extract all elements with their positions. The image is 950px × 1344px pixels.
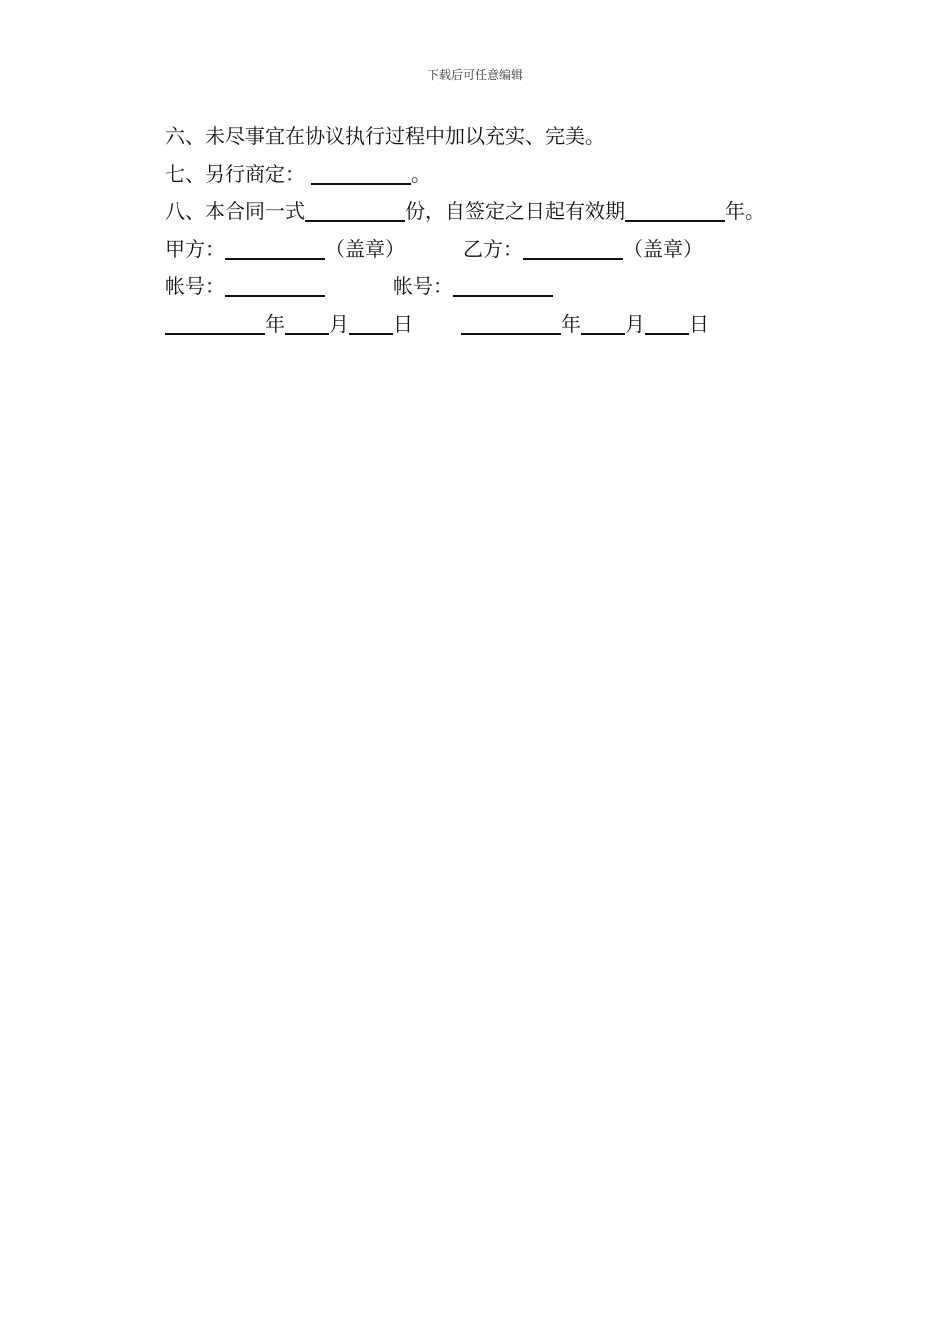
date-row [165,306,845,344]
clause-eight-suffix: 年。 [725,199,765,223]
party-a-blank[interactable] [225,258,325,260]
party-a-account-blank[interactable] [225,295,325,297]
page-header: 下载后可任意编辑 [426,68,523,82]
party-a-account-label: 帐号： [165,274,225,298]
party-b-day-label: 日 [689,311,709,336]
clause-seven-suffix: 。 [411,161,431,186]
party-b-group [463,231,703,269]
party-b-year-blank[interactable] [461,333,561,335]
party-b-label: 乙方： [463,236,523,261]
clause-seven [165,156,845,194]
party-b-date-group [461,306,709,344]
party-b-account-blank[interactable] [453,295,553,297]
contract-body [165,118,845,343]
party-signature-row [165,231,845,269]
party-b-account-group [393,268,553,306]
clause-eight-prefix: 八、本合同一式 [165,199,305,223]
party-b-seal-note: （盖章） [623,236,703,261]
clause-eight-middle: 份，自签定之日起有效期 [405,199,625,223]
party-b-month-blank[interactable] [581,333,625,335]
clause-six [165,118,845,156]
party-a-year-label: 年 [265,311,285,336]
party-b-account-label: 帐号： [393,274,453,298]
party-a-day-blank[interactable] [349,333,393,335]
party-a-month-blank[interactable] [285,333,329,335]
party-a-seal-note: （盖章） [325,236,405,261]
clause-six-text: 六、未尽事宜在协议执行过程中加以充实、完美。 [165,124,605,148]
party-a-year-blank[interactable] [165,333,265,335]
party-b-day-blank[interactable] [645,333,689,335]
party-b-blank[interactable] [523,258,623,260]
copies-blank[interactable] [305,220,405,222]
party-a-month-label: 月 [329,311,349,336]
party-b-month-label: 月 [625,311,645,336]
clause-seven-prefix: 七、另行商定： [165,161,305,186]
account-row [165,268,845,306]
validity-years-blank[interactable] [625,220,725,222]
other-terms-blank[interactable] [311,183,411,185]
clause-eight [165,193,845,231]
party-a-day-label: 日 [393,311,413,336]
party-b-year-label: 年 [561,311,581,336]
party-a-label: 甲方： [165,236,225,261]
